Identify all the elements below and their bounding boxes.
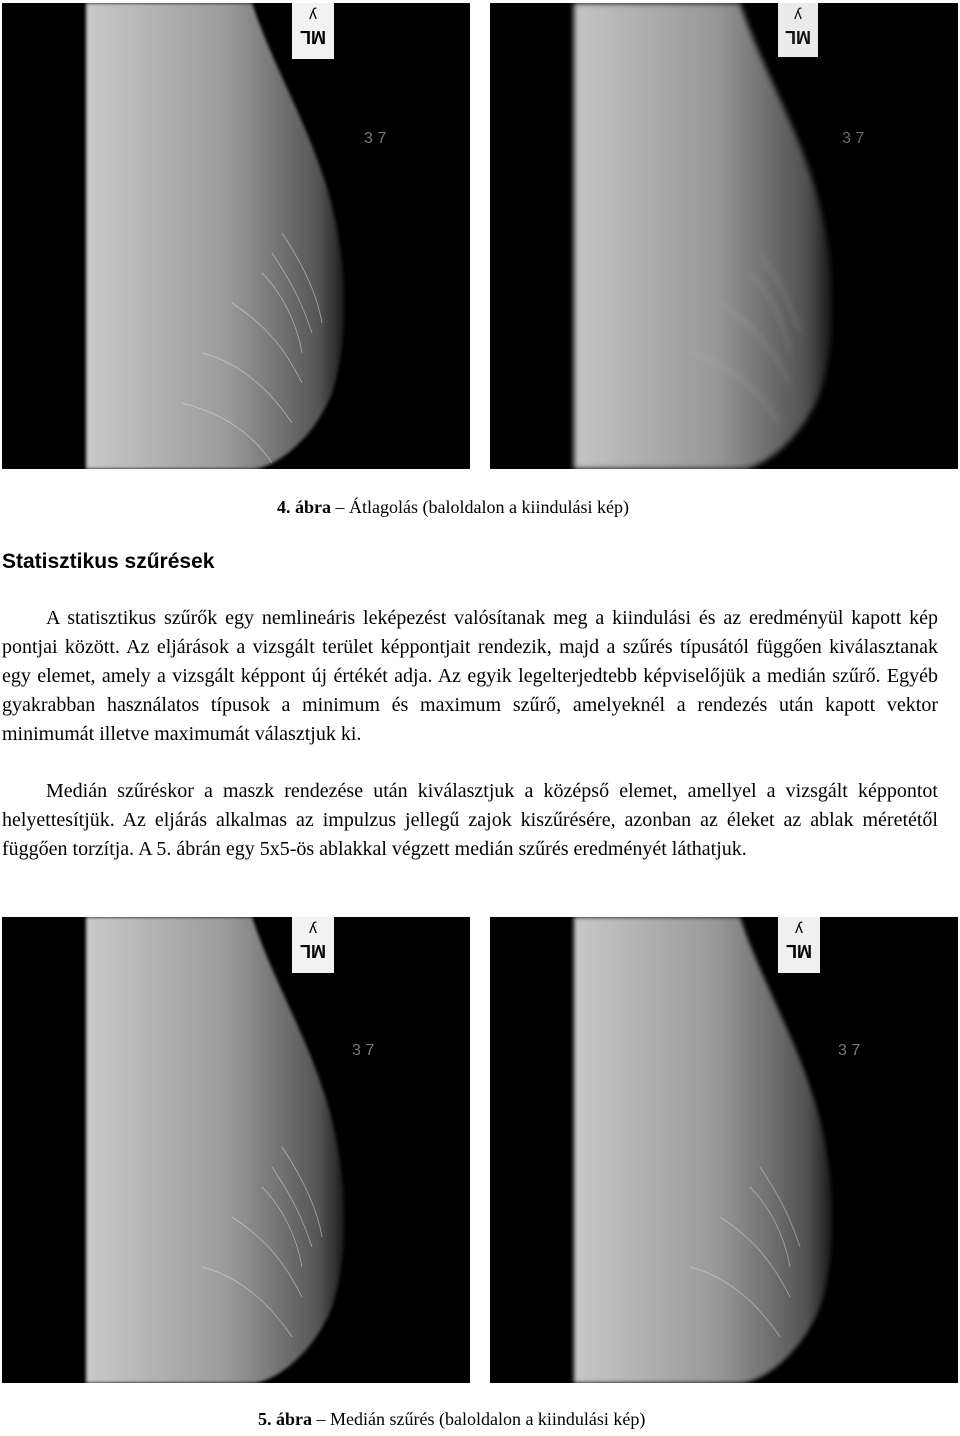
- svg-text:3 7: 3 7: [352, 1042, 375, 1059]
- figure4-caption-number: 4. ábra: [277, 497, 331, 517]
- figure4-caption: [277, 496, 629, 518]
- figure4-caption-text: Átlagolás (baloldalon a kiindulási kép): [349, 497, 629, 517]
- figure5-median-image: [490, 917, 958, 1383]
- svg-text:3 7: 3 7: [364, 130, 387, 147]
- svg-text:3 7: 3 7: [842, 130, 865, 147]
- figure5-caption-text: Medián szűrés (baloldalon a kiindulási kép): [330, 1409, 646, 1429]
- figure4-caption-dash: –: [335, 497, 345, 517]
- svg-text:ʎ: ʎ: [309, 6, 317, 23]
- paragraph-1: A statisztikus szűrők egy nemlineáris leképezést valósítanak meg a kiindulási és az eredményül kapott kép pontjai között. Az eljárások a vizsgált terület képpontjait rendezik, majd a szűrés típusától függően kiválasztanak egy elemet, amely a vizsgált képpont új értékét adja. Az egyik legelterjedtebb képviselőjük a medián szűrő. Egyéb gyakrabban használatos típusok a minimum és maximum szűrő, amelyeknél a rendezés után kapott vektor minimumát illetve maximumát választjuk ki.: [2, 607, 938, 745]
- figure5-caption-number: 5. ábra: [258, 1409, 312, 1429]
- svg-text:ML: ML: [785, 27, 811, 47]
- figure5-caption: [258, 1408, 645, 1430]
- svg-text:3 7: 3 7: [838, 1042, 861, 1059]
- section-title: Statisztikus szűrések: [2, 550, 215, 573]
- figure5-original-image: [2, 917, 470, 1383]
- svg-text:ʎ: ʎ: [795, 920, 803, 937]
- paragraph-2: Medián szűréskor a maszk rendezése után kiválasztjuk a középső elemet, amellyel a vizsgált képpontot helyettesítjük. Az eljárás alkalmas az impulzus jellegű zajok kiszűrésére, azonban az éleket az ablak méretétől függően torzítja. A 5. ábrán egy 5x5-ös ablakkal végzett medián szűrés eredményét láthatjuk.: [2, 780, 938, 860]
- figure5-caption-dash: –: [316, 1409, 326, 1429]
- svg-text:ʎ: ʎ: [309, 920, 317, 937]
- svg-text:ML: ML: [300, 941, 326, 961]
- svg-text:ML: ML: [786, 941, 812, 961]
- figure4-averaged-image: [490, 3, 958, 469]
- svg-text:ʎ: ʎ: [794, 6, 802, 23]
- svg-text:ML: ML: [300, 27, 326, 47]
- figure4-original-image: [2, 3, 470, 469]
